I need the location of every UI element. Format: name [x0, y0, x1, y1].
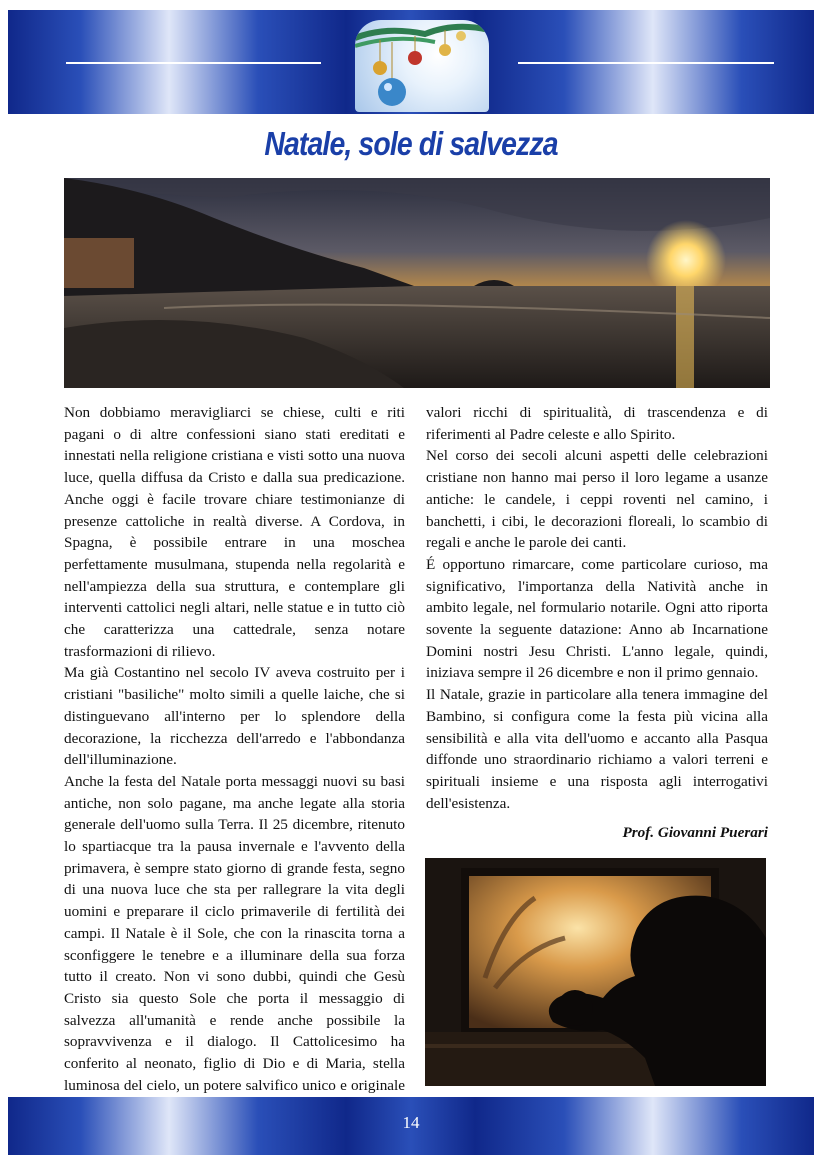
article-right-column — [426, 402, 768, 844]
sunset-seascape-photo — [64, 178, 770, 388]
christmas-ornament-image — [355, 20, 489, 112]
article-left-column — [64, 402, 405, 1118]
header-band — [8, 10, 814, 114]
paragraph: Nel corso dei secoli alcuni aspetti delle celebrazioni cristiane non hanno mai perso il loro legame a usanze antiche: le candele, i ceppi roventi nel camino, i banchetti, i cibi, le decorazioni floreali, lo scambio di regali e anche le parole dei canti. — [426, 447, 768, 552]
footer-band — [8, 1097, 814, 1155]
header-rule-left — [66, 62, 321, 64]
paragraph: Il Natale, grazie in particolare alla tenera immagine del Bambino, si configura come la festa più vicina alla sensibilità e alla vita dell'uomo e accanto alla Pasqua diffonde uno straordinario richiamo a valori terreni e spirituali insieme e una risposta agli interrogativi dell'esistenza. — [426, 686, 768, 812]
page-number: 14 — [402, 1113, 420, 1132]
paragraph: Anche la festa del Natale porta messaggi nuovi su basi antiche, non solo pagane, ma anche legate alla storia generale dell'uomo sulla Terra. Il 25 dicembre, ritenuto lo spartiacque tra la pausa invernale e l'avvento della primavera, è sempre stato giorno di grande festa, segno di una nuova luce che sta per rallegrare la vita degli uomini e preparare il ciclo primaverile di fertilità dei campi. Il Natale è il Sole, che con la rinascita torna a sconfiggere le tenebre e a illuminare della sua forza tutto il creato. Non vi sono dubbi, quindi che Gesù Cristo sia questo Sole che porta il messaggio di salvezza all'umanità e rende anche possibile la sopravvivenza e il dialogo. Il Cattolicesimo ha conferito al neonato, figlio di Dio e di Maria, stella luminosa del cielo, un potere salvifico unico e originale — [64, 772, 405, 1094]
article-title: Natale, sole di salvezza — [264, 125, 558, 162]
paragraph: Non dobbiamo meravigliarci se chiese, culti e riti pagani o di altre confessioni siano stati ereditati e innestati nella religione cristiana e visti sotto una nuova luce, quella diffusa da Cristo e dalla sua predicazione. Anche oggi è facile trovare chiare testimonianze di presenze cattoliche in realtà diverse. A Cordova, in Spagna, è possibile entrare in una moschea perfettamente musulmana, stupenda nella regolarità e nell'ampiezza della sua struttura, e contemplare gli interventi cattolici negli altari, nelle statue e in tutto ciò che caratterizza una cattedrale, senza notare trasformazioni di rilievo. — [64, 404, 405, 660]
father-baby-silhouette-photo — [425, 858, 766, 1086]
header-rule-right — [518, 62, 774, 64]
paragraph: valori ricchi di spiritualità, di trascendenza e di riferimenti al Padre celeste e allo Spirito. — [426, 404, 768, 443]
paragraph: É opportuno rimarcare, come particolare curioso, ma significativo, l'importanza della Natività anche in ambito legale, nel formulario notarile. Ogni atto riporta sovente la seguente datazione: Anno ab Incarnatione Domini nostri Jesu Christi. L'anno legale, quindi, iniziava sempre il 26 dicembre e non il primo gennaio. — [426, 555, 768, 682]
author-signature: Prof. Giovanni Puerari — [622, 824, 768, 842]
paragraph: Ma già Costantino nel secolo IV aveva costruito per i cristiani "basiliche" molto simili a quelle laiche, che si distinguevano all'interno per lo splendore della decorazione, la ricchezza dell'arredo e l'abbondanza dell'illuminazione. — [64, 664, 405, 769]
